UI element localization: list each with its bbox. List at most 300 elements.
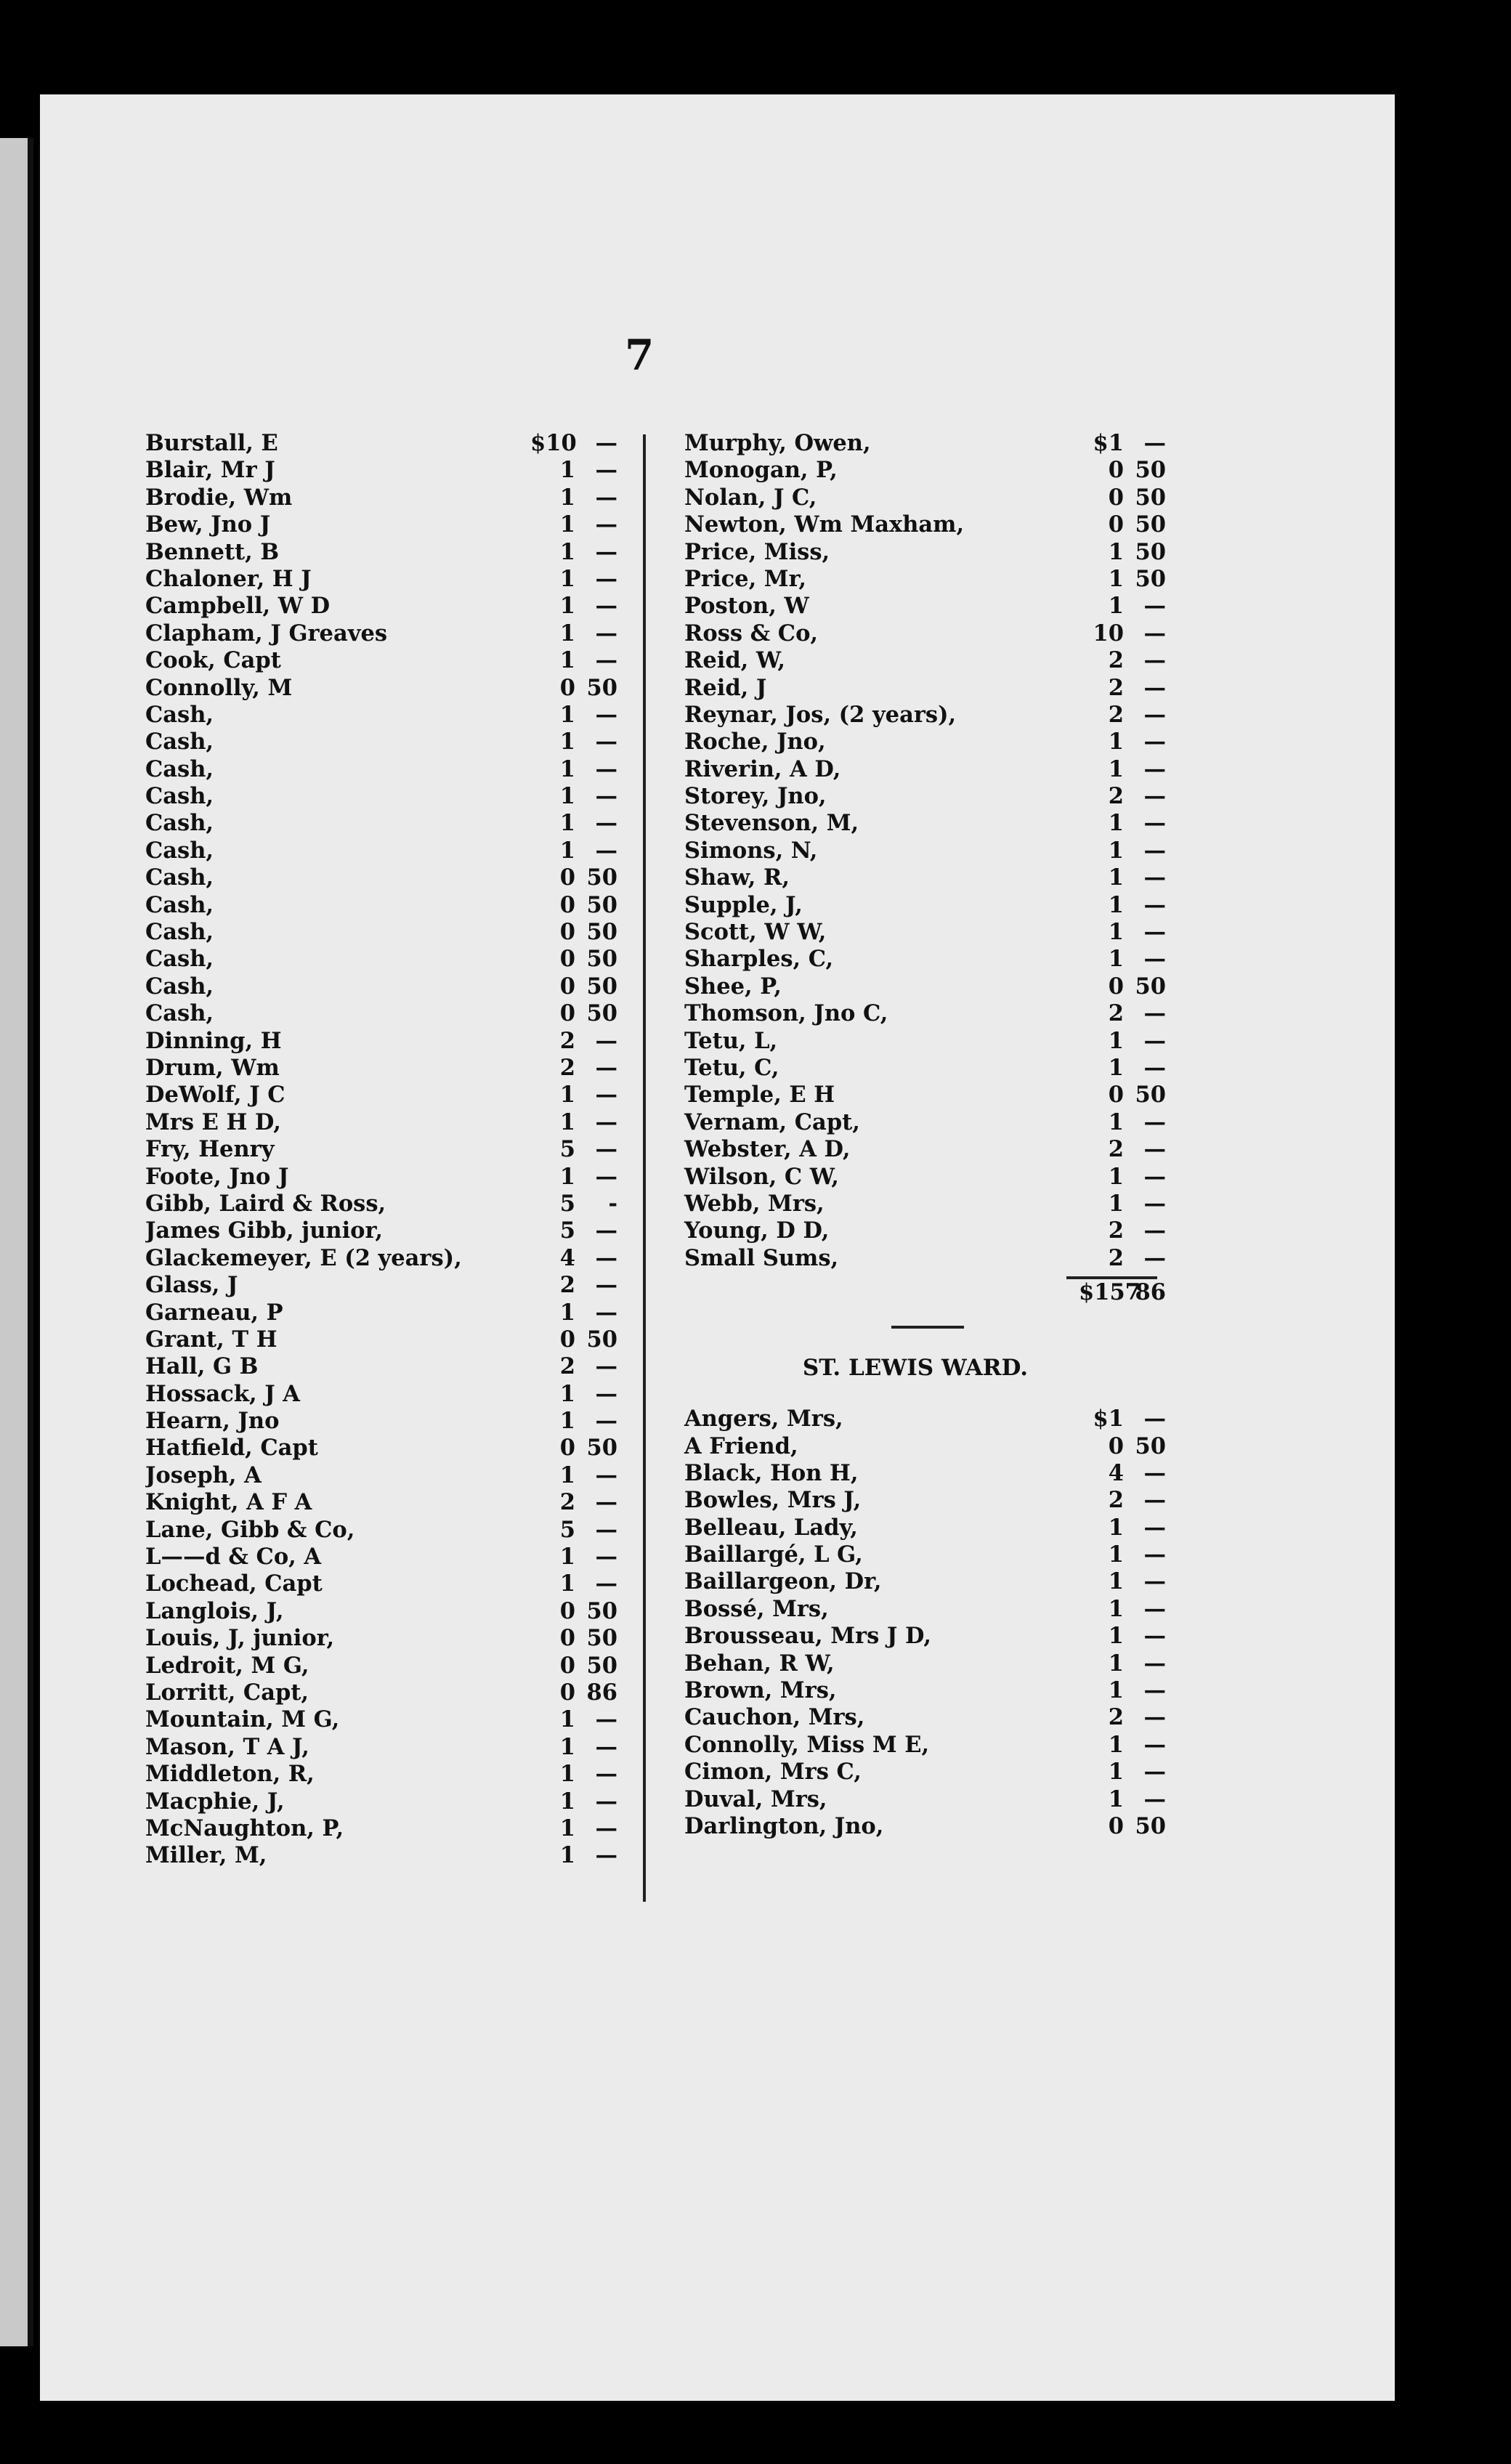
subscriber-name: Cash, xyxy=(145,810,214,837)
amount-dollars: 5 xyxy=(559,1136,575,1163)
subscriber-name: Tetu, C, xyxy=(684,1054,779,1081)
amount xyxy=(530,593,647,619)
list-item xyxy=(145,892,647,919)
list-item xyxy=(145,1598,647,1625)
amount-cents: — xyxy=(595,1733,617,1760)
amount-dollars: 1 xyxy=(1108,837,1124,864)
list-item xyxy=(643,1541,1166,1568)
amount-dollars: 1 xyxy=(1108,1650,1124,1677)
subscriber-name: Foote, Jno J xyxy=(145,1163,289,1190)
amount-cents: — xyxy=(595,701,617,728)
facing-page-edge xyxy=(0,138,31,2346)
amount-cents: — xyxy=(595,1054,617,1081)
list-item xyxy=(145,783,647,810)
amount-cents: — xyxy=(595,1109,617,1135)
subscriber-name: Cauchon, Mrs, xyxy=(684,1704,865,1731)
amount-cents: — xyxy=(595,837,617,864)
list-item xyxy=(145,1272,647,1299)
subscriber-name: Middleton, R, xyxy=(145,1761,315,1788)
subscriber-name: Stevenson, M, xyxy=(684,810,859,837)
amount-dollars: 1 xyxy=(1108,1623,1124,1650)
total-row xyxy=(643,1279,1166,1316)
amount xyxy=(530,1136,647,1162)
list-item xyxy=(643,892,1166,919)
amount-dollars: 2 xyxy=(1108,1217,1124,1244)
amount xyxy=(530,1571,647,1597)
amount-dollars: 1 xyxy=(559,1163,575,1190)
amount-dollars: 1 xyxy=(1108,1109,1124,1135)
amount-cents: — xyxy=(1143,1244,1166,1271)
subscriber-name: Cash, xyxy=(145,755,214,782)
subscriber-name: Cash, xyxy=(145,701,214,728)
amount xyxy=(1079,1055,1166,1081)
amount-cents: — xyxy=(595,484,617,511)
subscriber-name: James Gibb, junior, xyxy=(145,1217,383,1244)
amount-dollars: 5 xyxy=(559,1190,575,1217)
amount xyxy=(530,783,647,809)
amount-cents: — xyxy=(1143,1406,1166,1432)
subscriber-name: Bennett, B xyxy=(145,538,280,565)
amount-dollars: 1 xyxy=(559,1571,575,1597)
amount xyxy=(530,1109,647,1135)
page-number: 7 xyxy=(625,331,655,380)
subscriber-name: Darlington, Jno, xyxy=(684,1812,884,1839)
list-item xyxy=(643,1786,1166,1813)
amount-dollars: 2 xyxy=(559,1489,575,1516)
amount xyxy=(530,1517,647,1543)
amount-dollars: 1 xyxy=(1108,810,1124,837)
total-dollars: $157 xyxy=(1079,1279,1141,1306)
amount-dollars: 1 xyxy=(1108,1677,1124,1704)
list-item xyxy=(145,1625,647,1652)
amount-dollars: 1 xyxy=(1108,565,1124,592)
list-item xyxy=(145,1381,647,1408)
list-item xyxy=(145,1842,647,1869)
list-item xyxy=(145,1136,647,1163)
amount-dollars: 2 xyxy=(1108,1704,1124,1731)
subscriber-name: Wilson, C W, xyxy=(684,1163,839,1190)
amount-dollars: 1 xyxy=(1108,1568,1124,1595)
amount-dollars: 0 xyxy=(559,1625,575,1652)
amount-dollars: 1 xyxy=(1108,755,1124,782)
amount-dollars: 1 xyxy=(1108,1786,1124,1812)
amount-dollars: 1 xyxy=(559,783,575,810)
subscriber-name: Garneau, P xyxy=(145,1299,283,1326)
amount-dollars: 2 xyxy=(1108,674,1124,701)
list-item xyxy=(145,1109,647,1136)
list-item xyxy=(145,1191,647,1217)
amount-dollars: 10 xyxy=(1093,620,1124,647)
amount xyxy=(530,1435,647,1461)
subscriber-name: Newton, Wm Maxham, xyxy=(684,511,965,538)
amount-cents: — xyxy=(1143,729,1166,755)
amount-cents: — xyxy=(1143,674,1166,701)
amount-cents: — xyxy=(595,647,617,674)
list-item xyxy=(643,539,1166,566)
list-item xyxy=(643,919,1166,946)
list-item xyxy=(145,1761,647,1788)
subscriber-name: Dinning, H xyxy=(145,1027,282,1054)
list-item xyxy=(145,864,647,891)
amount xyxy=(1079,1623,1166,1649)
amount-dollars: 0 xyxy=(559,919,575,946)
subscriber-name: McNaughton, P, xyxy=(145,1815,344,1841)
amount-cents: — xyxy=(1143,1541,1166,1568)
amount xyxy=(530,1598,647,1624)
list-item xyxy=(643,810,1166,837)
amount-dollars: 0 xyxy=(559,973,575,1000)
amount-cents: — xyxy=(1143,891,1166,918)
list-item xyxy=(145,729,647,755)
list-item xyxy=(145,756,647,783)
amount-cents: — xyxy=(595,810,617,837)
amount-cents: — xyxy=(1143,946,1166,973)
amount xyxy=(530,1217,647,1244)
amount-dollars: 0 xyxy=(1108,484,1124,511)
list-item xyxy=(643,783,1166,810)
list-item xyxy=(145,1788,647,1815)
amount xyxy=(1079,1406,1166,1432)
amount-cents: 50 xyxy=(586,946,617,973)
subscriber-name: Cash, xyxy=(145,864,214,891)
amount xyxy=(530,946,647,972)
amount-cents: — xyxy=(1143,783,1166,810)
amount xyxy=(530,756,647,782)
subscriber-name: Hossack, J A xyxy=(145,1380,300,1407)
amount xyxy=(530,1245,647,1271)
amount-dollars: 1 xyxy=(559,1544,575,1571)
amount-cents: — xyxy=(595,1516,617,1543)
subscriber-name: Knight, A F A xyxy=(145,1489,312,1516)
list-item xyxy=(643,1136,1166,1163)
amount-dollars: 1 xyxy=(1108,1163,1124,1190)
subscriber-name: Bossé, Mrs, xyxy=(684,1595,829,1622)
amount-cents: — xyxy=(595,1299,617,1326)
subscriber-name: Langlois, J, xyxy=(145,1597,284,1624)
amount-dollars: 5 xyxy=(559,1217,575,1244)
amount-dollars: $1 xyxy=(1093,1406,1124,1432)
amount-dollars: 2 xyxy=(1108,701,1124,728)
subscriber-name: Riverin, A D, xyxy=(684,755,841,782)
amount xyxy=(1079,919,1166,945)
section-rule xyxy=(891,1326,964,1329)
amount-cents: — xyxy=(1143,1759,1166,1786)
list-item xyxy=(145,1517,647,1544)
list-item xyxy=(643,1487,1166,1514)
list-item xyxy=(145,593,647,620)
subscriber-name: Hatfield, Capt xyxy=(145,1435,318,1462)
list-item xyxy=(145,511,647,538)
amount-dollars: 1 xyxy=(1108,864,1124,891)
list-item xyxy=(145,485,647,511)
amount-dollars: 1 xyxy=(559,593,575,620)
list-item xyxy=(643,511,1166,538)
amount xyxy=(1079,1136,1166,1162)
subscriber-name: Drum, Wm xyxy=(145,1054,280,1081)
amount-cents: 50 xyxy=(586,973,617,1000)
subscriber-name: Ledroit, M G, xyxy=(145,1652,309,1679)
amount-cents: — xyxy=(595,729,617,755)
amount-dollars: 1 xyxy=(559,701,575,728)
subscriber-name: Young, D D, xyxy=(684,1217,830,1244)
amount-cents: 50 xyxy=(586,1435,617,1462)
list-item xyxy=(643,1055,1166,1082)
amount xyxy=(530,1706,647,1732)
amount-dollars: 1 xyxy=(559,1109,575,1135)
amount xyxy=(1079,1217,1166,1244)
amount xyxy=(530,973,647,1000)
amount-dollars: 1 xyxy=(559,1706,575,1733)
amount xyxy=(1079,485,1166,511)
amount-dollars: 0 xyxy=(1108,1082,1124,1109)
amount-cents: 50 xyxy=(1135,538,1166,565)
subscriber-name: Sharples, C, xyxy=(684,946,834,973)
subscriber-name: Cash, xyxy=(145,919,214,946)
amount-cents: 50 xyxy=(586,919,617,946)
subscriber-name: Webster, A D, xyxy=(684,1136,851,1163)
subscriber-name: Baillargeon, Dr, xyxy=(684,1568,882,1595)
amount-dollars: 2 xyxy=(1108,1244,1124,1271)
subscriber-name: Cash, xyxy=(145,837,214,864)
subscriber-name: Lorritt, Capt, xyxy=(145,1679,309,1706)
amount-cents: — xyxy=(1143,1786,1166,1812)
amount xyxy=(530,1082,647,1108)
amount-dollars: 2 xyxy=(559,1054,575,1081)
list-item xyxy=(145,702,647,729)
amount xyxy=(1079,1487,1166,1513)
amount-cents: 86 xyxy=(586,1679,617,1706)
list-item xyxy=(145,1734,647,1761)
list-item xyxy=(145,919,647,946)
amount xyxy=(1079,1082,1166,1108)
list-item xyxy=(145,620,647,647)
subscriber-name: Mason, T A J, xyxy=(145,1733,309,1760)
amount-cents: — xyxy=(1143,1514,1166,1541)
amount xyxy=(530,1544,647,1570)
amount xyxy=(1079,1109,1166,1135)
amount-cents: — xyxy=(595,620,617,647)
amount-dollars: 0 xyxy=(559,946,575,973)
list-item xyxy=(145,1408,647,1435)
amount xyxy=(1079,702,1166,728)
list-item xyxy=(643,1623,1166,1650)
list-item xyxy=(643,647,1166,674)
amount xyxy=(530,1272,647,1298)
amount-dollars: 0 xyxy=(559,1597,575,1624)
amount-cents: — xyxy=(1143,755,1166,782)
amount-dollars: 1 xyxy=(559,457,575,484)
subscriber-name: Cimon, Mrs C, xyxy=(684,1759,862,1786)
ward-title: ST. LEWIS WARD. xyxy=(802,1355,1029,1382)
ward-list xyxy=(643,1406,1166,1840)
amount-cents: — xyxy=(1143,1109,1166,1135)
amount-cents: — xyxy=(1143,701,1166,728)
list-item xyxy=(145,1462,647,1489)
amount-dollars: 0 xyxy=(1108,457,1124,484)
subscriber-name: Joseph, A xyxy=(145,1462,262,1488)
total-cents: 86 xyxy=(1135,1279,1166,1306)
amount-cents: — xyxy=(1143,1000,1166,1027)
amount-dollars: 1 xyxy=(559,1380,575,1407)
amount-dollars: 1 xyxy=(559,511,575,538)
subscriber-name: Hall, G B xyxy=(145,1353,259,1380)
amount-cents: 50 xyxy=(1135,565,1166,592)
amount xyxy=(1079,1759,1166,1785)
amount-cents: — xyxy=(1143,593,1166,620)
amount xyxy=(1079,1650,1166,1677)
amount-dollars: 1 xyxy=(559,484,575,511)
subscriber-name: Storey, Jno, xyxy=(684,783,827,810)
amount-cents: — xyxy=(595,1027,617,1054)
amount xyxy=(1079,1813,1166,1839)
list-item xyxy=(643,729,1166,755)
amount-cents: 50 xyxy=(1135,1812,1166,1839)
subscriber-name: Roche, Jno, xyxy=(684,729,826,755)
amount-cents: — xyxy=(1143,1595,1166,1622)
amount-cents: 50 xyxy=(586,891,617,918)
subscriber-name: Small Sums, xyxy=(684,1244,839,1271)
amount-dollars: 2 xyxy=(1108,1000,1124,1027)
amount-cents: — xyxy=(595,593,617,620)
list-item xyxy=(145,810,647,837)
amount-cents: — xyxy=(1143,1163,1166,1190)
amount-dollars: 1 xyxy=(559,810,575,837)
subscriber-name: Mrs E H D, xyxy=(145,1109,281,1135)
amount xyxy=(530,1000,647,1026)
amount-dollars: 1 xyxy=(1108,1027,1124,1054)
amount-cents: — xyxy=(595,1353,617,1380)
amount-dollars: 0 xyxy=(1108,973,1124,1000)
subscriber-name: Miller, M, xyxy=(145,1842,267,1869)
amount xyxy=(530,620,647,647)
subscriber-name: Clapham, J Greaves xyxy=(145,620,388,647)
amount xyxy=(530,1191,647,1217)
amount-cents: — xyxy=(595,1788,617,1815)
amount-dollars: 2 xyxy=(1108,783,1124,810)
amount xyxy=(530,729,647,755)
subscriber-name: Louis, J, junior, xyxy=(145,1625,335,1652)
list-item xyxy=(643,1028,1166,1055)
amount-cents: — xyxy=(1143,1731,1166,1758)
amount xyxy=(1079,620,1166,647)
amount xyxy=(530,1028,647,1054)
amount-dollars: 0 xyxy=(559,891,575,918)
amount-dollars: 1 xyxy=(1108,1541,1124,1568)
subscriber-name: Cash, xyxy=(145,973,214,1000)
subscriber-name: Fry, Henry xyxy=(145,1136,275,1163)
amount-cents: — xyxy=(1143,620,1166,647)
amount-dollars: 0 xyxy=(1108,1432,1124,1459)
list-item xyxy=(145,1571,647,1597)
list-item xyxy=(643,756,1166,783)
amount xyxy=(530,1788,647,1815)
amount xyxy=(530,1653,647,1679)
amount xyxy=(530,1326,647,1353)
subscriber-name: Reynar, Jos, (2 years), xyxy=(684,701,957,728)
list-item xyxy=(643,838,1166,864)
amount-dollars: 1 xyxy=(559,1761,575,1788)
amount xyxy=(1079,457,1166,483)
list-item xyxy=(145,457,647,484)
amount xyxy=(530,1353,647,1379)
amount xyxy=(530,511,647,538)
amount-dollars: 1 xyxy=(1108,538,1124,565)
amount-dollars: 1 xyxy=(559,729,575,755)
list-item xyxy=(643,1191,1166,1217)
amount-dollars: 1 xyxy=(559,620,575,647)
amount-cents: — xyxy=(595,1272,617,1299)
amount-cents: — xyxy=(1143,1027,1166,1054)
amount-dollars: 1 xyxy=(559,1788,575,1815)
list-item xyxy=(145,1489,647,1516)
list-item xyxy=(145,838,647,864)
amount-cents: — xyxy=(1143,1487,1166,1514)
subscriber-name: Burstall, E xyxy=(145,430,278,456)
amount-dollars: 2 xyxy=(1108,647,1124,674)
amount-dollars: 0 xyxy=(559,674,575,701)
subscriber-name: Price, Mr, xyxy=(684,565,807,592)
amount xyxy=(1079,1433,1166,1459)
subscriber-name: Connolly, M xyxy=(145,674,293,701)
list-item xyxy=(643,1515,1166,1541)
amount xyxy=(530,1815,647,1841)
subscriber-name: L——d & Co, A xyxy=(145,1544,322,1571)
amount-dollars: 1 xyxy=(1108,1731,1124,1758)
right-column xyxy=(643,430,1166,1840)
list-item xyxy=(643,620,1166,647)
amount-dollars: 1 xyxy=(559,1733,575,1760)
subscriber-name: Cash, xyxy=(145,1000,214,1027)
list-item xyxy=(643,1000,1166,1027)
amount xyxy=(530,1300,647,1326)
subscriber-name: Webb, Mrs, xyxy=(684,1190,825,1217)
amount xyxy=(1079,1677,1166,1703)
amount-cents: - xyxy=(608,1190,617,1217)
amount xyxy=(530,1055,647,1081)
list-item xyxy=(145,946,647,973)
amount-dollars: 1 xyxy=(1108,593,1124,620)
subscriber-name: Price, Miss, xyxy=(684,538,830,565)
list-item xyxy=(643,485,1166,511)
list-item xyxy=(145,1217,647,1244)
amount-dollars: 0 xyxy=(559,1000,575,1027)
list-item xyxy=(643,702,1166,729)
amount xyxy=(1079,1786,1166,1812)
amount xyxy=(1079,566,1166,592)
amount xyxy=(530,485,647,511)
subscriber-name: Grant, T H xyxy=(145,1326,278,1353)
list-item xyxy=(145,430,647,457)
amount xyxy=(1079,1164,1166,1190)
list-item xyxy=(643,1759,1166,1786)
list-item xyxy=(643,1406,1166,1432)
right-list xyxy=(643,430,1166,1272)
subscriber-name: Shaw, R, xyxy=(684,864,790,891)
subscriber-name: Belleau, Lady, xyxy=(684,1514,858,1541)
list-item xyxy=(145,1164,647,1191)
amount-cents: — xyxy=(1143,1704,1166,1731)
amount-cents: 50 xyxy=(1135,1082,1166,1109)
amount-cents: — xyxy=(1143,810,1166,837)
amount xyxy=(1079,729,1166,755)
amount-cents: — xyxy=(1143,1136,1166,1163)
amount-cents: — xyxy=(595,1408,617,1435)
list-item xyxy=(643,430,1166,457)
amount-dollars: 0 xyxy=(559,864,575,891)
amount-cents: — xyxy=(1143,1677,1166,1704)
subscriber-name: Temple, E H xyxy=(684,1082,835,1109)
amount-cents: — xyxy=(595,1163,617,1190)
